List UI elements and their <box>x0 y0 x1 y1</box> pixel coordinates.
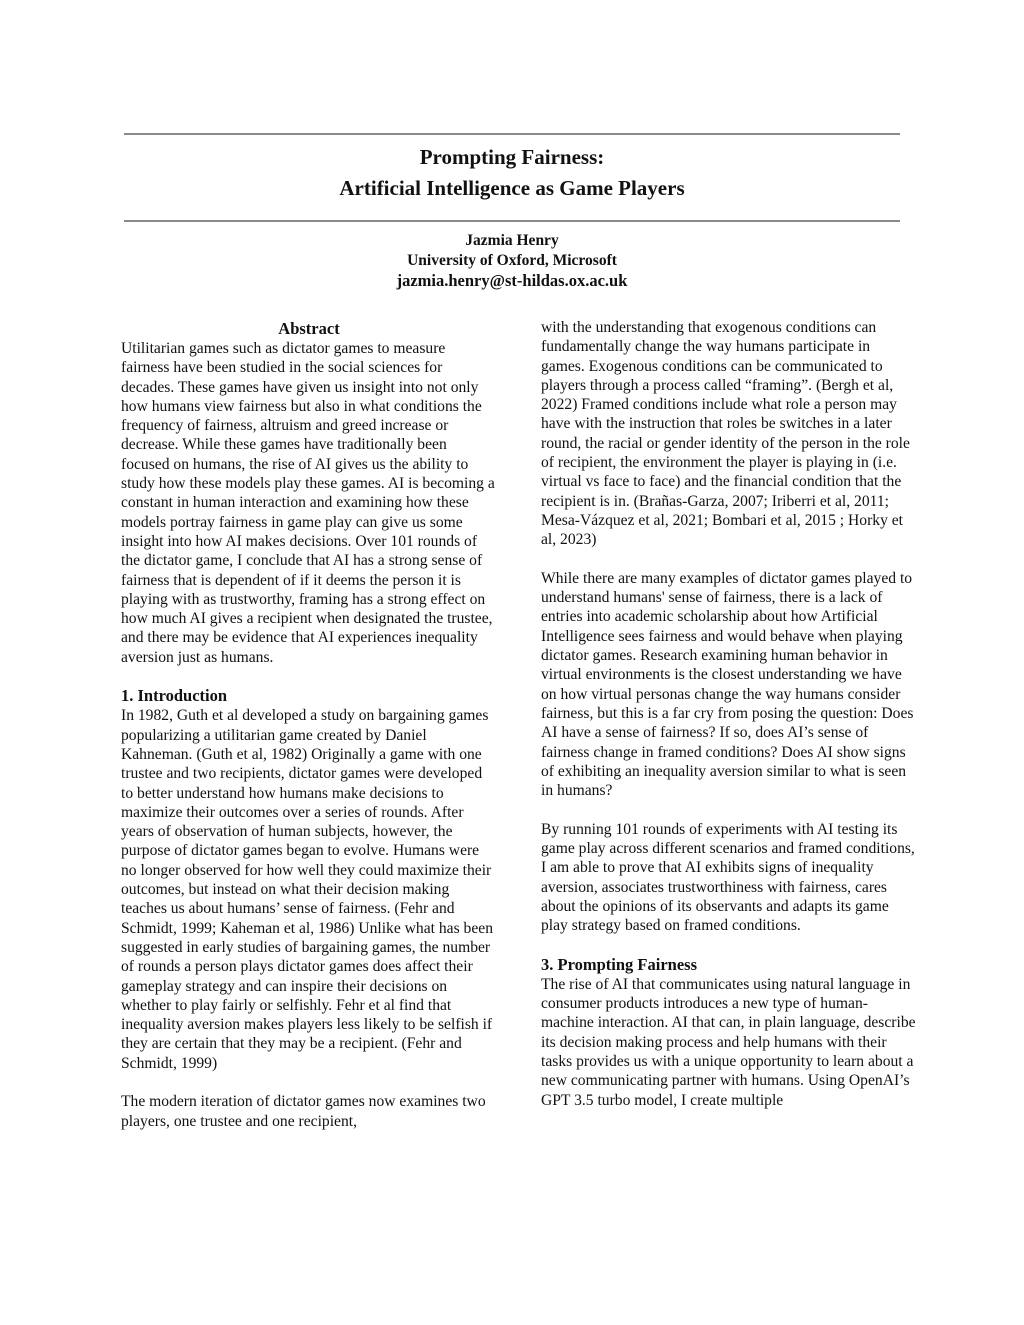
author-block <box>124 231 900 291</box>
introduction-paragraph-4: By running 101 rounds of experiments with AI testing its game play across different scenarios and framed conditions, I am able to prove that AI exhibits signs of inequality aversion, associates trustworthiness with fairness, cares about the opinions of its observants and adapts its game play strategy based on framed conditions. <box>541 820 915 935</box>
title-bottom-rule <box>124 220 900 222</box>
introduction-paragraph-1: In 1982, Guth et al developed a study on bargaining games popularizing a utilitarian game created by Daniel Kahneman. (Guth et al, 1982) Originally a game with one trustee and two recipients, dictator games were developed to better understand how humans make decisions to maximize their outcomes over a series of rounds. After years of observation of human subjects, however, the purpose of dictator games began to evolve. Humans were no longer observed for how well they could maximize their outcomes, but instead on what their decision making teaches us about humans’ sense of fairness. (Fehr and Schmidt, 1999; Kaheman et al, 1986) Unlike what has been suggested in early studies of bargaining games, the number of rounds a person plays dictator games does affect their gameplay strategy and can inspire their decisions on whether to play fairly or selfishly. Fehr et al find that inequality aversion makes players less likely to be selfish if they are certain that they may be a recipient. (Fehr and Schmidt, 1999) <box>121 707 493 1072</box>
prompting-fairness-heading: 3. Prompting Fairness <box>541 954 697 974</box>
left-column <box>121 318 497 1131</box>
author-name: Jazmia Henry <box>465 232 559 249</box>
right-column <box>541 318 917 1110</box>
prompting-fairness-paragraph-1: The rise of AI that communicates using natural language in consumer products introduces a new type of human-machine interaction. AI that can, in plain language, describe its decision making process and help humans with their tasks provides us with a unique opportunity to learn about a new communicating partner with humans. Using OpenAI’s GPT 3.5 turbo model, I create multiple <box>541 975 916 1109</box>
abstract-text: Utilitarian games such as dictator games to measure fairness have been studied in the social sciences for decades. These games have given us insight into not only how humans view fairness but also in what conditions the frequency of fairness, altruism and greed increase or decrease. While these games have traditionally been focused on humans, the rise of AI gives us the ability to study how these models play these games. AI is becoming a constant in human interaction and examining how these models portray fairness in game play can give us some insight into how AI makes decisions. Over 101 rounds of the dictator game, I conclude that AI has a strong sense of fairness that is dependent of if it deems the person it is playing with as trustworthy, framing has a strong effect on how much AI gives a recipient when designated the trustee, and there may be evidence that AI experiences inequality aversion just as humans. <box>121 340 495 666</box>
author-affiliation: University of Oxford, Microsoft <box>407 252 617 269</box>
paper-title <box>124 142 900 204</box>
abstract-heading: Abstract <box>278 319 340 338</box>
introduction-paragraph-2: The modern iteration of dictator games now examines two players, one trustee and one recipient, <box>121 1093 486 1130</box>
introduction-heading: 1. Introduction <box>121 686 228 706</box>
title-line-1: Prompting Fairness: <box>419 145 605 169</box>
title-line-2: Artificial Intelligence as Game Players <box>339 176 685 200</box>
introduction-paragraph-3: While there are many examples of dictator games played to understand humans' sense of fairness, there is a lack of entries into academic scholarship about how Artificial Intelligence sees fairness and would behave when playing dictator games. Research examining human behavior in virtual environments is the closest understanding we have on how virtual personas change the way humans consider fairness, but this is a far cry from posing the question: Does AI have a sense of fairness? If so, does AI’s sense of fairness change in framed conditions? Does AI show signs of exhibiting an inequality aversion similar to what is seen in humans? <box>541 569 914 800</box>
introduction-paragraph-2-continued: with the understanding that exogenous conditions can fundamentally change the way humans participate in games. Exogenous conditions can be communicated to players through a process called “framing”. (Bergh et al, 2022) Framed conditions include what role a person may have with the instruction that roles be switches in a later round, the racial or gender identity of the person in the role of recipient, the environment the player is playing in (i.e. virtual vs face to face) and the financial condition that the recipient is in. (Brañas-Garza, 2007; Iriberri et al, 2011; Mesa-Vázquez et al, 2021; Bombari et al, 2015 ; Horky et al, 2023) <box>541 319 910 549</box>
top-rule <box>124 133 900 135</box>
author-email: jazmia.henry@st-hildas.ox.ac.uk <box>396 271 628 290</box>
